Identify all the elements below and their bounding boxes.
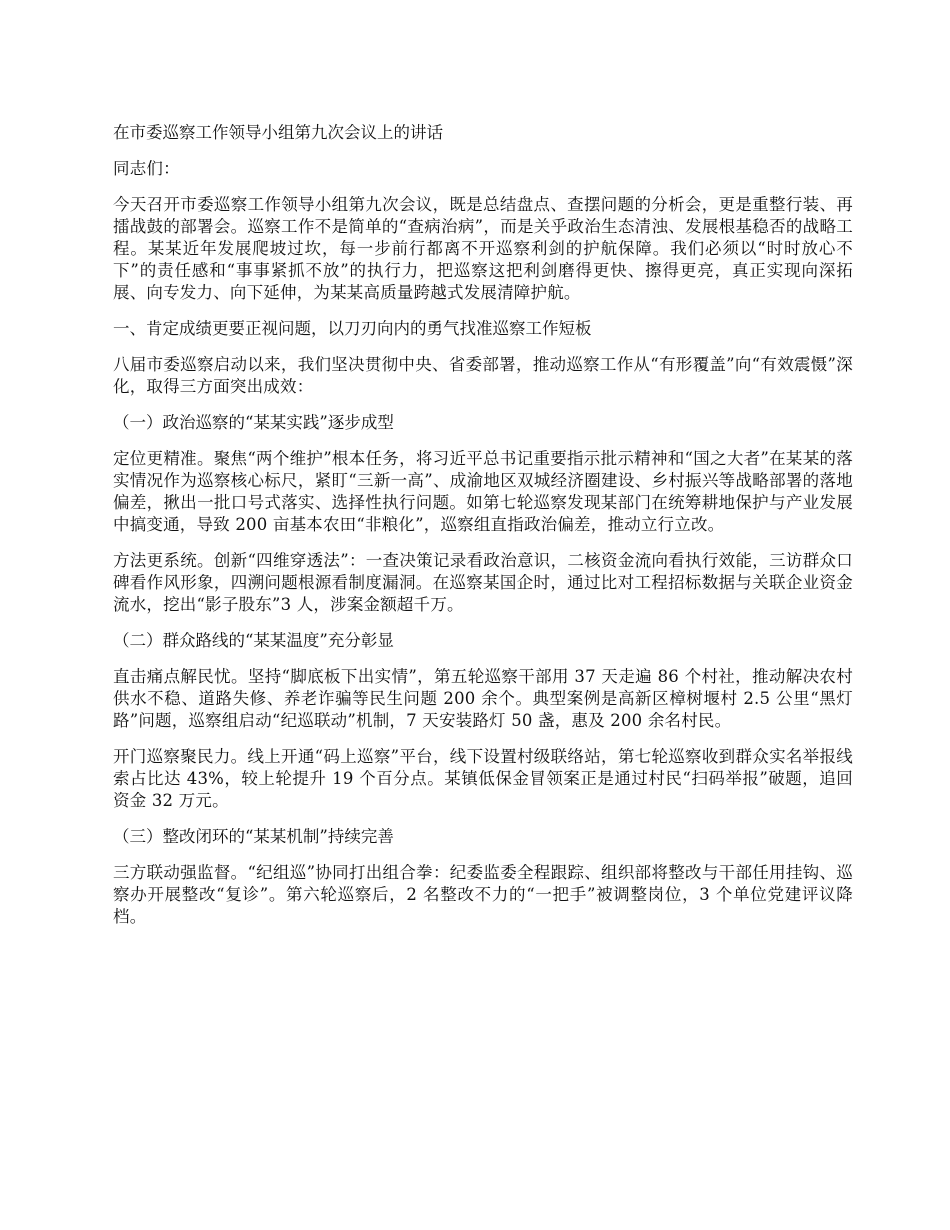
intro-paragraph: 今天召开市委巡察工作领导小组第九次会议，既是总结盘点、查摆问题的分析会，更是重整行装、再擂战鼓的部署会。巡察工作不是简单的“查病治病”，而是关乎政治生态清浊、发展根基稳否的战略工程。某某近年发展爬坡过坎，每一步前行都离不开巡察利剑的护航保障。我们必须以“时时放心不下”的责任感和“事事紧抓不放”的执行力，把巡察这把利剑磨得更快、擦得更亮，真正实现向深拓展、向专发力、向下延伸，为某某高质量跨越式发展清障护航。 xyxy=(113,195,853,302)
subsection-1-paragraph-1: 定位更精准。聚焦“两个维护”根本任务，将习近平总书记重要指示批示精神和“国之大者”在某某的落实情况作为巡察核心标尺，紧盯“三新一高”、成渝地区双城经济圈建设、乡村振兴等战略部署的落地偏差，揪出一批口号式落实、选择性执行问题。如第七轮巡察发现某部门在统筹耕地保护与产业发展中搞变通，导致 200 亩基本农田“非粮化”，巡察组直指政治偏差，推动立行立改。 xyxy=(113,449,853,534)
subsection-3-paragraph-1: 三方联动强监督。“纪组巡”协同打出组合拳：纪委监委全程跟踪、组织部将整改与干部任用挂钩、巡察办开展整改“复诊”。第六轮巡察后，2 名整改不力的“一把手”被调整岗位，3 个单位党建评议降档。 xyxy=(113,863,853,926)
subsection-1-paragraph-2: 方法更系统。创新“四维穿透法”：一查决策记录看政治意识，二核资金流向看执行效能，三访群众口碑看作风形象，四溯问题根源看制度漏洞。在巡察某国企时，通过比对工程招标数据与关联企业资金流水，挖出“影子股东”3 人，涉案金额超千万。 xyxy=(113,551,853,614)
subsection-2-heading: （二）群众路线的“某某温度”充分彰显 xyxy=(113,631,394,650)
subsection-3-heading: （三）整改闭环的“某某机制”持续完善 xyxy=(113,827,394,846)
section-1-intro: 八届市委巡察启动以来，我们坚决贯彻中央、省委部署，推动巡察工作从“有形覆盖”向“有效震慑”深化，取得三方面突出成效： xyxy=(113,355,853,396)
document-title: 在市委巡察工作领导小组第九次会议上的讲话 xyxy=(113,123,443,142)
subsection-1-heading: （一）政治巡察的“某某实践”逐步成型 xyxy=(113,413,394,432)
salutation: 同志们： xyxy=(113,159,180,178)
subsection-2-paragraph-2: 开门巡察聚民力。线上开通“码上巡察”平台，线下设置村级联络站，第七轮巡察收到群众实名举报线索占比达 43%，较上轮提升 19 个百分点。某镇低保金冒领案正是通过村民“扫码举报”破题，追回资金 32 万元。 xyxy=(113,747,853,810)
subsection-2-paragraph-1: 直击痛点解民忧。坚持“脚底板下出实情”，第五轮巡察干部用 37 天走遍 86 个村社，推动解决农村供水不稳、道路失修、养老诈骗等民生问题 200 余个。典型案例是高新区樟树堰村 2.5 公里“黑灯路”问题，巡察组启动“纪巡联动”机制，7 天安装路灯 50 盏，惠及 200 余名村民。 xyxy=(113,667,853,730)
document-body xyxy=(113,122,853,942)
section-1-heading: 一、肯定成绩更要正视问题，以刀刃向内的勇气找准巡察工作短板 xyxy=(113,319,592,338)
